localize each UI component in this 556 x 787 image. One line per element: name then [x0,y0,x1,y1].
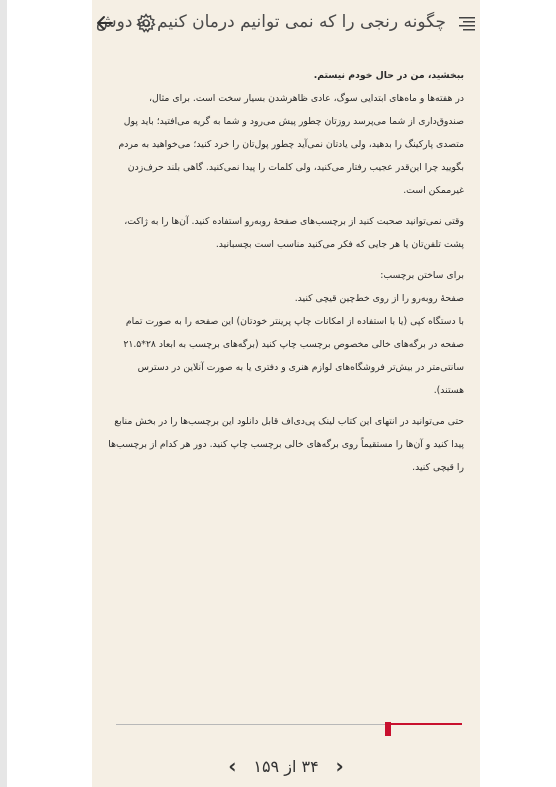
chevron-right-icon[interactable]: › [335,754,344,778]
left-gutter [0,0,7,787]
list-icon[interactable] [458,14,476,32]
paragraph: در هفته‌ها و ماه‌های ابتدایی سوگ، عادی ظاهرشدن بسیار سخت است. برای مثال، صندوق‌داری از شما می‌پرسد روزتان چطور پیش می‌رود و شما به گریه می‌افتید؛ باید پول متصدی پارکینگ را بدهید، ولی یادتان نمی‌آید چطور پول‌تان را خرد کنید؛ می‌خواهید به مردم بگویید چرا این‌قدر عجیب رفتار می‌کنید، ولی کلمات را پیدا نمی‌کنید. گاهی بلند حرف‌زدن غیرممکن است. [118,93,464,196]
paragraph: صفحهٔ روبه‌رو را از روی خط‌چین قیچی کنید. [294,293,464,304]
paragraph: وقتی نمی‌توانید صحبت کنید از برچسب‌های صفحهٔ روبه‌رو استفاده کنید. آن‌ها را به ژاکت، پشت تلفن‌تان یا هر جایی که فکر می‌کنید مناسب است بچسبانید. [124,216,464,250]
slider-fill [388,723,462,725]
paragraph: حتی می‌توانید در انتهای این کتاب لینک پی‌دی‌اف قابل دانلود این برچسب‌ها را در بخش منابع پیدا کنید و آن‌ها را مستقیماً روی برگه‌های خالی برچسب چاپ کنید. دور هر کدام از برچسب‌ها را قیچی کنید. [108,416,464,473]
reading-progress-slider[interactable] [116,716,462,736]
section-heading: ببخشید، من در حال خودم نیستم. [313,70,464,81]
chevron-left-icon[interactable]: ‹ [228,754,237,778]
gear-icon[interactable] [136,13,156,33]
paragraph: با دستگاه کپی (یا با استفاده از امکانات چاپ پرینتر خودتان) این صفحه را به صورت تمام صفحه در برگه‌های خالی مخصوص برچسب چاپ کنید (برگه‌های برچسب به ابعاد ۲۸*۲۱.۵ سانتی‌متر در بیش‌تر فروشگاه‌های لوازم هنری و دفتری یا به صورت آنلاین در دسترس هستند). [123,316,464,396]
arrow-left-icon[interactable] [95,13,115,33]
paragraph: برای ساختن برچسب: [380,270,464,281]
book-text [106,64,464,487]
book-title: چگونه رنجی را که نمی توانیم درمان کنیم به دوش [95,12,446,32]
reader-page [92,0,480,787]
page-navigator [92,752,480,780]
page-counter: ۳۴ از ۱۵۹ [253,756,319,776]
reader-header [92,0,480,48]
slider-thumb[interactable] [385,722,391,736]
